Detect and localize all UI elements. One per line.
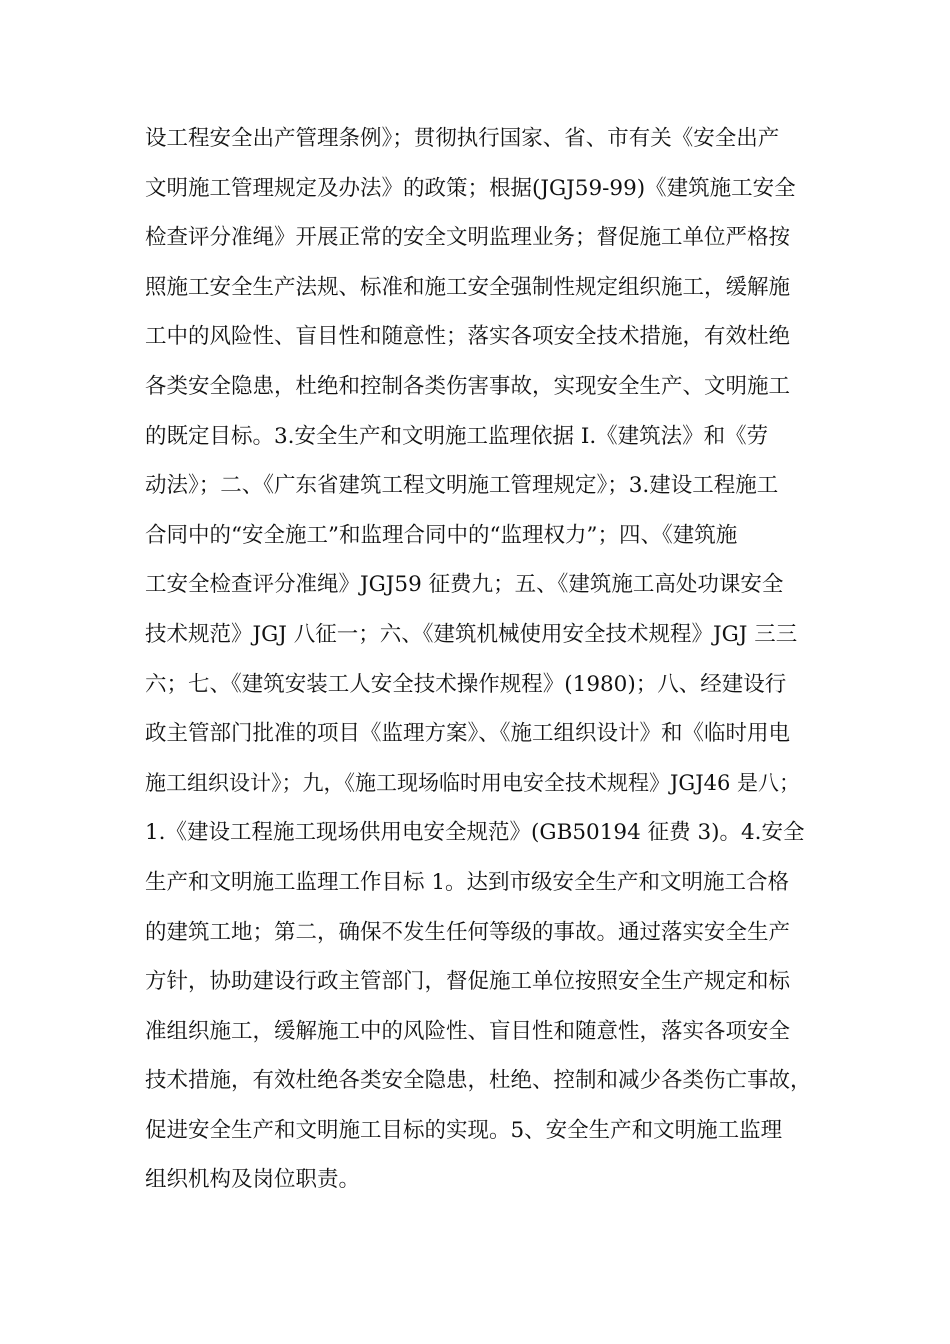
text-line: 生产和文明施工监理工作目标 1。达到市级安全生产和文明施工合格 <box>145 869 790 895</box>
text-line: 方针，协助建设行政主管部门，督促施工单位按照安全生产规定和标 <box>145 969 791 995</box>
text-line: 技术措施，有效杜绝各类安全隐患，杜绝、控制和减少各类伤亡事故， <box>145 1068 812 1094</box>
text-line: 的建筑工地；第二，确保不发生任何等级的事故。通过落实安全生产 <box>145 919 791 945</box>
text-line: 1.《建设工程施工现场供用电安全规范》(GB50194 征费 3)。4.安全 <box>145 820 805 846</box>
text-line: 合同中的“安全施工”和监理合同中的“监理权力”；四、《建筑施 <box>145 522 738 548</box>
text-line: 施工组织设计》；九，《施工现场临时用电安全技术规程》JGJ46 是八； <box>145 770 801 795</box>
text-line: 设工程安全出产管理条例》；贯彻执行国家、省、市有关《安全出产 <box>145 126 780 151</box>
text-line: 检查评分准绳》开展正常的安全文明监理业务；督促施工单位严格按 <box>145 225 791 251</box>
text-line: 政主管部门批准的项目《监理方案》、《施工组织设计》和《临时用电 <box>145 721 791 747</box>
body-paragraph <box>145 114 815 1205</box>
text-line: 技术规范》JGJ 八征一；六、《建筑机械使用安全技术规程》JGJ 三三 <box>145 621 798 647</box>
text-line: 准组织施工，缓解施工中的风险性、盲目性和随意性，落实各项安全 <box>145 1018 791 1044</box>
text-line: 文明施工管理规定及办法》的政策；根据(JGJ59-99)《建筑施工安全 <box>145 175 796 201</box>
text-line: 组织机构及岗位职责。 <box>145 1167 361 1193</box>
text-line: 各类安全隐患，杜绝和控制各类伤害事故，实现安全生产、文明施工 <box>145 373 791 399</box>
text-line: 促进安全生产和文明施工目标的实现。5、安全生产和文明施工监理 <box>145 1117 783 1143</box>
text-line: 的既定目标。3.安全生产和文明施工监理依据 I.《建筑法》和《劳 <box>145 423 769 449</box>
text-line: 工安全检查评分准绳》JGJ59 征费九；五、《建筑施工高处功课安全 <box>145 572 784 598</box>
text-line: 六；七、《建筑安装工人安全技术操作规程》(1980)；八、经建设行 <box>145 671 787 697</box>
text-line: 工中的风险性、盲目性和随意性；落实各项安全技术措施，有效杜绝 <box>145 324 791 350</box>
text-line: 照施工安全生产法规、标准和施工安全强制性规定组织施工，缓解施 <box>145 274 791 300</box>
text-line: 动法》；二、《广东省建筑工程文明施工管理规定》；3.建设工程施工 <box>145 473 779 499</box>
